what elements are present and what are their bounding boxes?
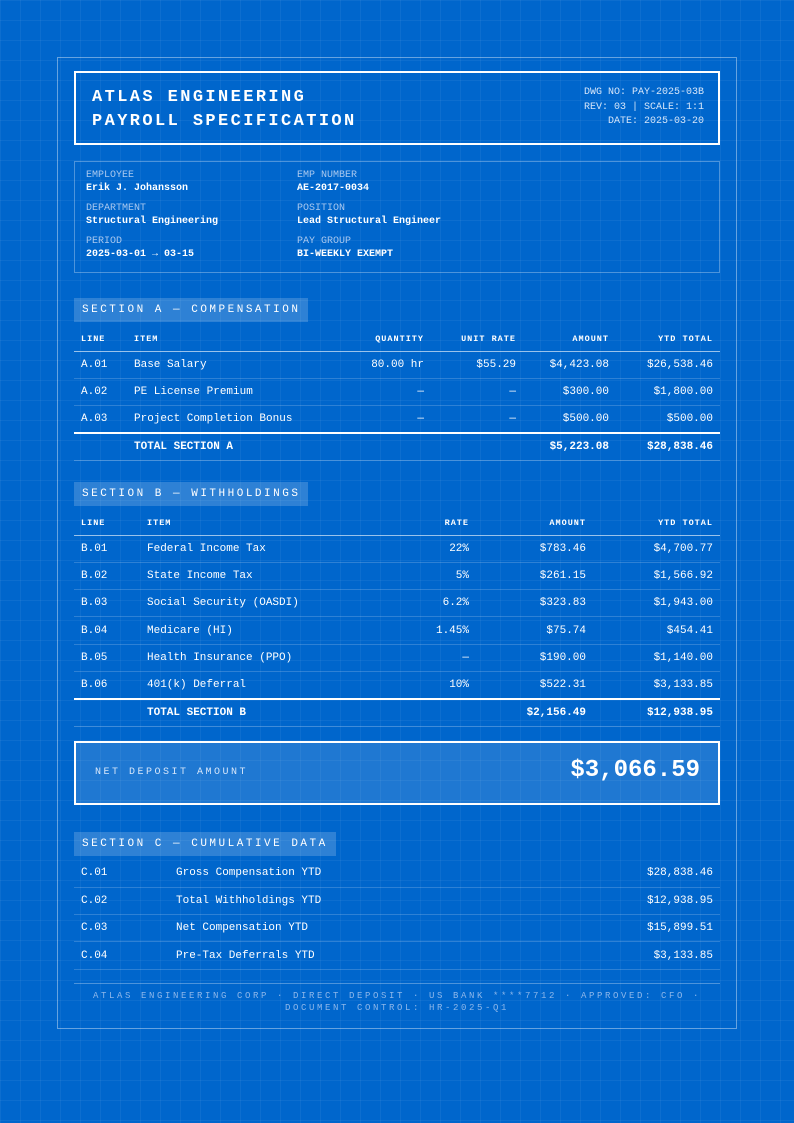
table-cell: — [347, 378, 431, 405]
table-cell: $26,538.46 [616, 351, 720, 378]
table-cell: $1,140.00 [593, 644, 720, 671]
total-value: $5,223.08 [523, 433, 616, 460]
column-header: ITEM [140, 511, 375, 535]
table-cell: Base Salary [127, 351, 347, 378]
table-cell: $1,566.92 [593, 562, 720, 589]
column-header: UNIT RATE [431, 327, 523, 351]
table-cell: $3,133.85 [593, 671, 720, 698]
table-cell: C.02 [74, 887, 169, 914]
table-cell: A.01 [74, 351, 127, 378]
table-cell: $783.46 [476, 535, 593, 562]
table-cell: B.02 [74, 562, 140, 589]
field-value: Structural Engineering [86, 216, 219, 227]
table-row [74, 378, 720, 405]
table-cell: Total Withholdings YTD [169, 887, 469, 914]
table-cell: — [375, 644, 476, 671]
table-cell: B.01 [74, 535, 140, 562]
field-value: AE-2017-0034 [297, 183, 370, 194]
company-name: ATLAS ENGINEERING [92, 88, 307, 107]
revision-scale: REV: 03 | SCALE: 1:1 [583, 101, 704, 113]
table-cell: $28,838.46 [469, 860, 720, 887]
table-cell: A.02 [74, 378, 127, 405]
field-label: PAY GROUP [297, 236, 352, 247]
footer [74, 990, 720, 1014]
field-label: EMPLOYEE [86, 170, 135, 181]
drawing-number: DWG NO: PAY-2025-03B [583, 87, 704, 98]
column-header: AMOUNT [476, 511, 593, 535]
table-cell: $454.41 [593, 617, 720, 644]
table-row [74, 535, 720, 562]
footer-divider [74, 983, 720, 984]
table-cell: $4,700.77 [593, 535, 720, 562]
table-cell: Medicare (HI) [140, 617, 375, 644]
table-cell: $12,938.95 [469, 887, 720, 914]
table-row [74, 671, 720, 698]
column-header: LINE [74, 511, 140, 535]
table-cell: $300.00 [523, 378, 616, 405]
footer-line: DOCUMENT CONTROL: HR-2025-Q1 [284, 1003, 510, 1013]
table-row [74, 887, 720, 914]
table-cell [74, 433, 127, 460]
table-cell: 6.2% [375, 590, 476, 617]
employee-info [74, 161, 720, 273]
field-value: BI-WEEKLY EXEMPT [297, 249, 394, 260]
table-cell: Project Completion Bonus [127, 406, 347, 433]
table-row [74, 562, 720, 589]
table-cell: $3,133.85 [469, 942, 720, 969]
table-cell: 10% [375, 671, 476, 698]
column-header: QUANTITY [347, 327, 431, 351]
withholdings-table [74, 511, 720, 727]
net-deposit-amount: $3,066.59 [570, 757, 700, 784]
column-header: YTD TOTAL [616, 327, 720, 351]
field-label: DEPARTMENT [86, 203, 147, 214]
table-cell: Social Security (OASDI) [140, 590, 375, 617]
table-cell: 5% [375, 562, 476, 589]
column-header: YTD TOTAL [593, 511, 720, 535]
table-cell: 80.00 hr [347, 351, 431, 378]
footer-line: ATLAS ENGINEERING CORP · DIRECT DEPOSIT · US BANK ****7712 · APPROVED: CFO · [92, 991, 702, 1001]
table-row [74, 942, 720, 969]
field-label: EMP NUMBER [297, 170, 358, 181]
table-cell: $190.00 [476, 644, 593, 671]
pay-group-field [297, 236, 393, 262]
table-cell: State Income Tax [140, 562, 375, 589]
field-value: Lead Structural Engineer [297, 216, 442, 227]
total-label: TOTAL SECTION B [140, 699, 476, 726]
drawing-meta [584, 86, 704, 130]
table-cell: $500.00 [616, 406, 720, 433]
table-cell: $261.15 [476, 562, 593, 589]
section-c-heading: SECTION C — CUMULATIVE DATA [74, 832, 336, 856]
emp-number-field [297, 170, 369, 196]
table-row [74, 406, 720, 433]
table-cell: 1.45% [375, 617, 476, 644]
field-value: 2025-03-01 → 03-15 [86, 249, 195, 260]
table-cell: $15,899.51 [469, 915, 720, 942]
compensation-table [74, 327, 720, 461]
table-cell: C.01 [74, 860, 169, 887]
cumulative-table [74, 860, 720, 970]
total-row [74, 433, 720, 460]
column-header: ITEM [127, 327, 347, 351]
table-row [74, 351, 720, 378]
total-value: $28,838.46 [616, 433, 720, 460]
table-cell: B.06 [74, 671, 140, 698]
table-cell: A.03 [74, 406, 127, 433]
table-cell: Net Compensation YTD [169, 915, 469, 942]
title-block [74, 71, 720, 145]
table-cell: C.03 [74, 915, 169, 942]
section-b-heading: SECTION B — WITHHOLDINGS [74, 482, 308, 506]
table-row [74, 590, 720, 617]
total-value: $12,938.95 [593, 699, 720, 726]
document-type: PAYROLL SPECIFICATION [92, 112, 357, 131]
table-cell: $75.74 [476, 617, 593, 644]
table-row [74, 915, 720, 942]
net-deposit-label: NET DEPOSIT AMOUNT [95, 767, 249, 778]
table-cell: $522.31 [476, 671, 593, 698]
field-label: PERIOD [86, 236, 123, 247]
position-field [297, 203, 441, 229]
table-cell: $500.00 [523, 406, 616, 433]
table-cell: Health Insurance (PPO) [140, 644, 375, 671]
table-cell: Pre-Tax Deferrals YTD [169, 942, 469, 969]
table-cell [74, 699, 140, 726]
table-cell: — [431, 406, 523, 433]
document-title [92, 86, 357, 134]
table-cell: $55.29 [431, 351, 523, 378]
table-cell: $1,943.00 [593, 590, 720, 617]
table-header-row [74, 327, 720, 351]
table-cell: $1,800.00 [616, 378, 720, 405]
table-cell: — [431, 378, 523, 405]
table-cell: $4,423.08 [523, 351, 616, 378]
column-header: LINE [74, 327, 127, 351]
field-label: POSITION [297, 203, 346, 214]
table-cell: B.05 [74, 644, 140, 671]
net-deposit-box [74, 741, 720, 805]
period-field [86, 236, 194, 262]
employee-field [86, 170, 188, 196]
total-value: $2,156.49 [476, 699, 593, 726]
table-row [74, 644, 720, 671]
table-cell: 401(k) Deferral [140, 671, 375, 698]
column-header: AMOUNT [523, 327, 616, 351]
total-label: TOTAL SECTION A [127, 433, 523, 460]
table-cell: Federal Income Tax [140, 535, 375, 562]
table-cell: PE License Premium [127, 378, 347, 405]
document-date: DATE: 2025-03-20 [607, 116, 704, 127]
table-row [74, 860, 720, 887]
table-cell: B.04 [74, 617, 140, 644]
section-a-heading: SECTION A — COMPENSATION [74, 298, 308, 322]
table-cell: B.03 [74, 590, 140, 617]
table-cell: Gross Compensation YTD [169, 860, 469, 887]
table-cell: $323.83 [476, 590, 593, 617]
table-row [74, 617, 720, 644]
table-header-row [74, 511, 720, 535]
column-header: RATE [375, 511, 476, 535]
table-cell: 22% [375, 535, 476, 562]
total-row [74, 699, 720, 726]
department-field [86, 203, 218, 229]
table-cell: — [347, 406, 431, 433]
field-value: Erik J. Johansson [86, 183, 189, 194]
table-cell: C.04 [74, 942, 169, 969]
